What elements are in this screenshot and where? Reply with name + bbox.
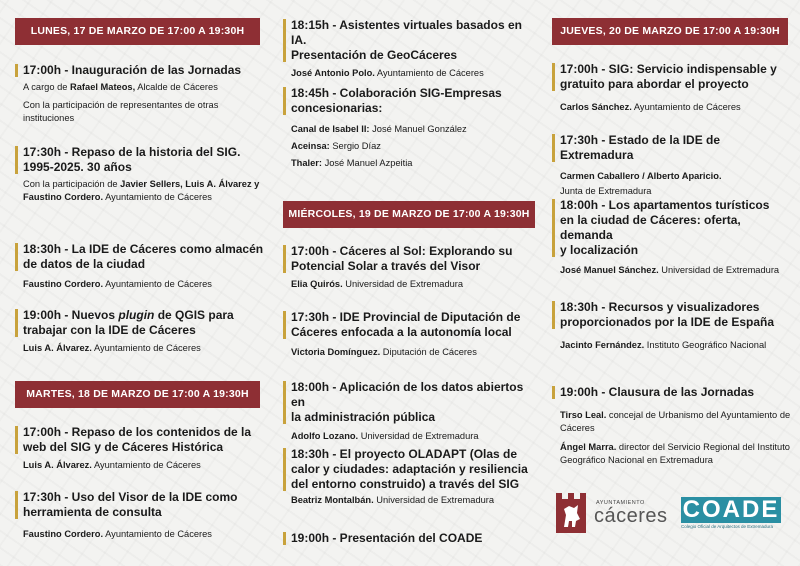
event-title: 17:30h - Uso del Visor de la IDE como herramienta de consulta	[15, 490, 265, 520]
event-speaker: Carlos Sánchez. Ayuntamiento de Cáceres	[560, 102, 741, 112]
event-recursos-ide-espana	[552, 300, 792, 352]
day-header-monday: LUNES, 17 DE MARZO DE 17:00 A 19:30H	[15, 18, 260, 45]
event-speakers	[283, 121, 539, 172]
event-clausura	[552, 385, 792, 467]
event-visor-ide	[15, 490, 265, 541]
event-datos-abiertos	[283, 380, 539, 443]
event-title: 18:15h - Asistentes virtuales basados en IA. Presentación de GeoCáceres	[283, 18, 539, 63]
event-speaker: Carmen Caballero / Alberto Aparicio. Junta de Extremadura	[560, 171, 722, 196]
event-title: 17:00h - Inauguración de las Jornadas	[15, 63, 265, 78]
event-speaker: Beatriz Montalbán. Universidad de Extremadura	[291, 495, 495, 505]
ayuntamiento-name: cáceres	[594, 505, 668, 527]
event-title: 17:30h - Repaso de la historia del SIG. 1995-2025. 30 años	[15, 145, 265, 175]
event-desc-2: Con la participación de representantes de otras instituciones	[23, 100, 219, 123]
event-speaker: José Manuel Sánchez. Universidad de Extremadura	[560, 265, 780, 275]
event-ide-almacen	[15, 242, 265, 291]
event-speaker: Luis A. Álvarez. Ayuntamiento de Cáceres	[23, 343, 201, 353]
event-desc: A cargo de Rafael Mateos, Alcalde de Cáceres	[23, 82, 218, 92]
event-speaker: Victoria Domínguez. Diputación de Cáceres	[291, 347, 477, 357]
event-title: 19:00h - Nuevos plugin de QGIS para trabajar con la IDE de Cáceres	[15, 308, 265, 338]
speaker-row: Aceinsa: Sergio Díaz	[291, 141, 381, 151]
event-speaker: Faustino Cordero. Ayuntamiento de Cáceres	[23, 529, 212, 539]
coade-mark: COADE	[682, 496, 780, 523]
event-caceres-sol	[283, 244, 539, 291]
day-header-tuesday: MARTES, 18 DE MARZO DE 17:00 A 19:30H	[15, 381, 260, 408]
event-historia	[15, 145, 265, 204]
coade-subtitle: Colegio Oficial de Arquitectos de Extremadura	[681, 524, 774, 529]
event-speaker: Luis A. Álvarez. Ayuntamiento de Cáceres	[23, 460, 201, 470]
event-plugin-qgis	[15, 308, 265, 355]
event-oladapt	[283, 447, 539, 507]
event-speaker: José Antonio Polo. Ayuntamiento de Cáceres	[291, 68, 484, 78]
day-header-wednesday: MIÉRCOLES, 19 DE MARZO DE 17:00 A 19:30H	[283, 201, 535, 228]
event-speaker: Adolfo Lozano. Universidad de Extremadura	[291, 431, 479, 441]
event-title: 18:30h - El proyecto OLADAPT (Olas de calor y ciudades: adaptación y resiliencia del entorno construido) a través del SIG	[283, 447, 539, 492]
event-title: 18:30h - Recursos y visualizadores proporcionados por la IDE de España	[552, 300, 792, 330]
event-speaker: Jacinto Fernández. Instituto Geográfico Nacional	[560, 340, 767, 350]
event-speaker: Ángel Marra. director del Servicio Regional del Instituto Geográfico Nacional en Extremadura	[560, 442, 790, 465]
event-speaker: Tirso Leal. concejal de Urbanismo del Ayuntamiento de Cáceres	[560, 410, 791, 433]
caceres-crest-icon	[556, 493, 586, 533]
event-coade	[283, 531, 539, 546]
day-header-thursday: JUEVES, 20 DE MARZO DE 17:00 A 19:30H	[552, 18, 788, 45]
event-desc: Con la participación de Javier Sellers, Luis A. Álvarez y Faustino Cordero. Ayuntamiento de Cáceres	[23, 179, 260, 202]
event-title: 19:00h - Presentación del COADE	[283, 531, 539, 546]
coade-logo	[681, 497, 786, 531]
event-inauguracion	[15, 63, 265, 125]
event-title: 17:00h - SIG: Servicio indispensable y gratuito para abordar el proyecto	[552, 62, 792, 92]
event-ide-provincial	[283, 310, 539, 359]
event-title: 18:30h - La IDE de Cáceres como almacén de datos de la ciudad	[15, 242, 265, 272]
event-title: 18:45h - Colaboración SIG-Empresas concesionarias:	[283, 86, 539, 116]
event-title: 19:00h - Clausura de las Jornadas	[552, 385, 792, 400]
event-speaker: Elia Quirós. Universidad de Extremadura	[291, 279, 464, 289]
event-sig-servicio	[552, 62, 792, 114]
event-title: 17:00h - Repaso de los contenidos de la web del SIG y de Cáceres Histórica	[15, 425, 265, 455]
ayuntamiento-logo	[556, 493, 671, 533]
event-title: 18:00h - Los apartamentos turísticos en la ciudad de Cáceres: oferta, demanda y localización	[552, 198, 792, 258]
event-colaboracion	[283, 86, 539, 172]
event-repaso-contenidos	[15, 425, 265, 472]
event-title: 18:00h - Aplicación de los datos abiertos en la administración pública	[283, 380, 539, 425]
speaker-row: Canal de Isabel II: José Manuel González	[291, 124, 467, 134]
ayuntamiento-small-text: AYUNTAMIENTO	[596, 500, 645, 506]
event-apartamentos	[552, 198, 792, 277]
event-title: 17:30h - IDE Provincial de Diputación de Cáceres enfocada a la autonomía local	[283, 310, 539, 340]
event-speaker: Faustino Cordero. Ayuntamiento de Cáceres	[23, 279, 212, 289]
event-ide-extremadura	[552, 133, 792, 199]
event-title: 17:00h - Cáceres al Sol: Explorando su Potencial Solar a través del Visor	[283, 244, 539, 274]
speaker-row: Thaler: José Manuel Azpeitia	[291, 158, 413, 168]
event-title: 17:30h - Estado de la IDE de Extremadura	[552, 133, 792, 163]
event-asistentes-ia	[283, 18, 539, 80]
